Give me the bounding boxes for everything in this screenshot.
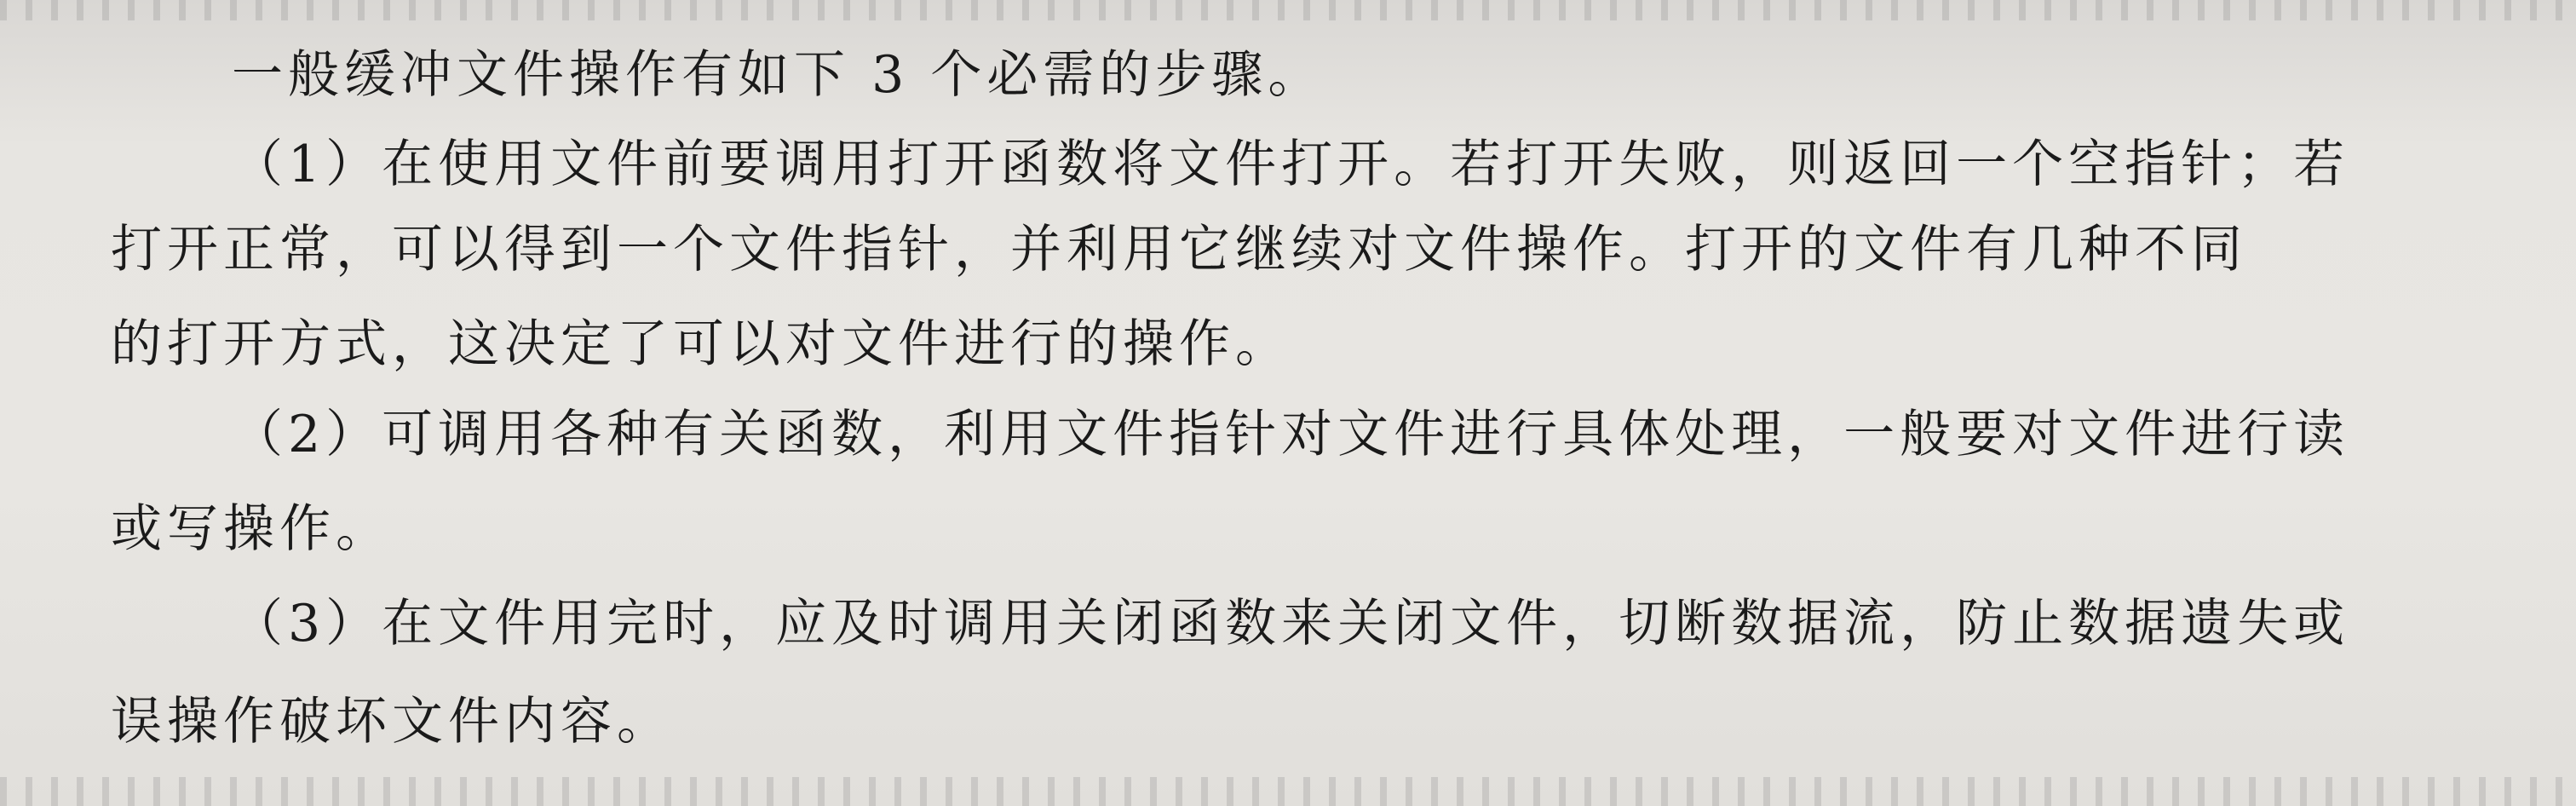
- intro-line: 一般缓冲文件操作有如下 3 个必需的步骤。: [232, 45, 1325, 105]
- step-2-line-2: 或写操作。: [111, 499, 392, 559]
- step-1-line-3: 的打开方式，这决定了可以对文件进行的操作。: [111, 314, 1291, 374]
- step-1-line-1: （1）在使用文件前要调用打开函数将文件打开。若打开失败，则返回一个空指针；若: [232, 135, 2350, 194]
- step-3-line-2: 误操作破坏文件内容。: [111, 692, 673, 751]
- step-1-line-2: 打开正常，可以得到一个文件指针，并利用它继续对文件操作。打开的文件有几种不同: [111, 220, 2247, 279]
- step-3-line-1: （3）在文件用完时，应及时调用关闭函数来关闭文件，切断数据流，防止数据遗失或: [232, 594, 2350, 653]
- step-2-line-1: （2）可调用各种有关函数，利用文件指针对文件进行具体处理，一般要对文件进行读: [232, 405, 2350, 464]
- bottom-bleed-texture: [0, 777, 2576, 806]
